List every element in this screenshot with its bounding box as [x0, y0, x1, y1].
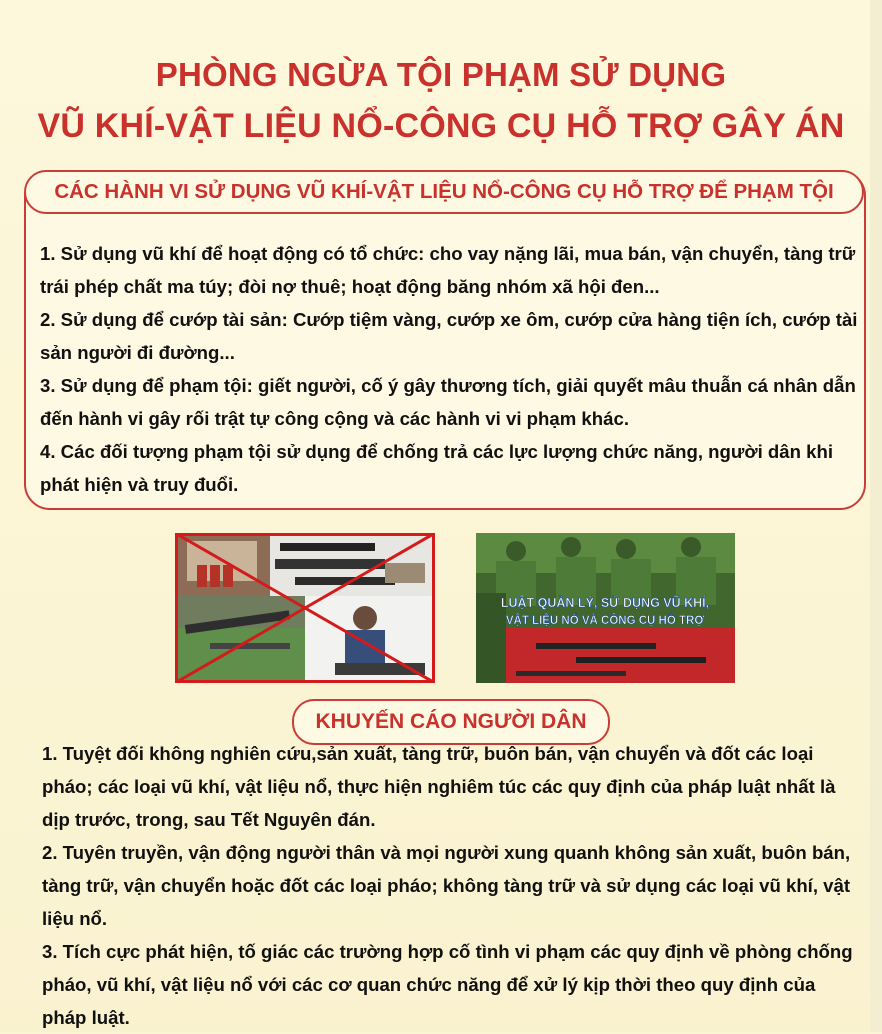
behavior-item-2: 2. Sử dụng để cướp tài sản: Cướp tiệm vàng, cướp xe ôm, cướp cửa hàng tiện ích, cướp tài sản người đi đường...	[40, 309, 858, 363]
weapons-collage-icon	[175, 533, 435, 683]
behaviors-heading: CÁC HÀNH VI SỬ DỤNG VŨ KHÍ-VẬT LIỆU NỔ-CÔNG CỤ HỖ TRỢ ĐỂ PHẠM TỘI	[24, 170, 864, 214]
recommendation-item-3: 3. Tích cực phát hiện, tố giác các trường hợp cố tình vi phạm các quy định về phòng chống pháo, vũ khí, vật liệu nổ với các cơ quan chức năng để xử lý kịp thời theo quy định của pháp luật.	[42, 941, 853, 1028]
recommendation-item-1: 1. Tuyệt đối không nghiên cứu,sản xuất, tàng trữ, buôn bán, vận chuyển và đốt các loại pháo; các loại vũ khí, vật liệu nổ, thực hiện nghiêm túc các quy định của pháp luật nhất là dịp trước, trong, sau Tết Nguyên đán.	[42, 743, 836, 830]
behaviors-list	[40, 237, 860, 501]
title-line-2: VŨ KHÍ-VẬT LIỆU NỔ-CÔNG CỤ HỖ TRỢ GÂY ÁN	[37, 107, 845, 145]
title-line-1: PHÒNG NGỪA TỘI PHẠM SỬ DỤNG	[155, 56, 727, 93]
weapons-prohibited-image	[175, 533, 435, 683]
weapons-law-image	[476, 533, 735, 683]
recommendation-heading: KHUYẾN CÁO NGƯỜI DÂN	[292, 699, 610, 745]
behavior-item-1: 1. Sử dụng vũ khí để hoạt động có tổ chức: cho vay nặng lãi, mua bán, vận chuyển, tàng trữ trái phép chất ma túy; đòi nợ thuê; hoạt động băng nhóm xã hội đen...	[40, 243, 856, 297]
behavior-item-4: 4. Các đối tượng phạm tội sử dụng để chống trả các lực lượng chức năng, người dân khi phát hiện và truy đuổi.	[40, 441, 833, 495]
law-caption-line-2: VẬT LIỆU NỔ VÀ CÔNG CỤ HỖ TRỢ	[505, 615, 705, 627]
behavior-item-3: 3. Sử dụng để phạm tội: giết người, cố ý gây thương tích, giải quyết mâu thuẫn cá nhân dẫn đến hành vi gây rối trật tự công cộng và các hành vi vi phạm khác.	[40, 375, 856, 429]
recommendation-item-2: 2. Tuyên truyền, vận động người thân và mọi người xung quanh không sản xuất, buôn bán, tàng trữ, vận chuyển hoặc đốt các loại pháo; không tàng trữ và sử dụng các loại vũ khí, vật liệu nổ.	[42, 842, 851, 929]
recommendation-list	[42, 737, 860, 1034]
weapons-law-photo-icon	[476, 533, 735, 683]
law-caption-line-1: LUẬT QUẢN LÝ, SỬ DỤNG VŨ KHÍ,	[500, 596, 710, 610]
page-edge	[870, 0, 882, 1032]
